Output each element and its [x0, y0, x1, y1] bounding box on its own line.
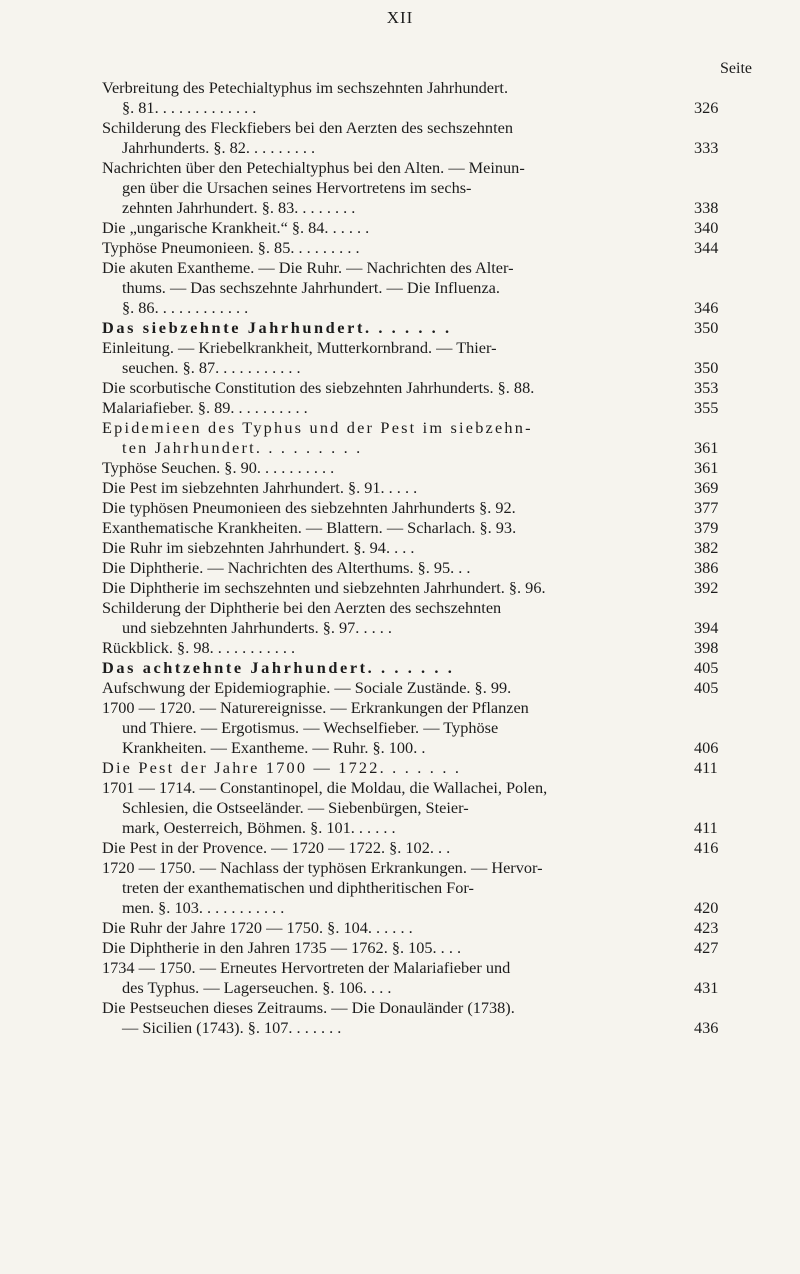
toc-entry — [102, 938, 742, 958]
toc-entry-text: und Thiere. — Ergotismus. — Wechselfieber. — Typhöse — [122, 718, 499, 737]
toc-entry-text: 1701 — 1714. — Constantinopel, die Moldau, die Wallachei, Polen, — [102, 778, 548, 797]
toc-entry — [102, 598, 742, 618]
toc-entry-page: 427 — [694, 938, 719, 957]
toc-entry — [102, 678, 742, 698]
toc-entry-page: 350 — [694, 318, 719, 337]
toc-entry-page: 392 — [694, 578, 719, 597]
toc-entry-page: 350 — [694, 358, 719, 377]
toc-entry-page: 346 — [694, 298, 719, 317]
toc-entry-page: 406 — [694, 738, 719, 757]
page-column-label: Seite — [720, 60, 752, 77]
toc-entry — [102, 758, 742, 778]
toc-entry — [102, 638, 742, 658]
toc-entry — [102, 438, 742, 458]
page-number: XII — [386, 8, 414, 27]
toc-entry — [102, 218, 742, 238]
toc-entry — [102, 338, 742, 358]
toc-entry-text: Einleitung. — Kriebelkrankheit, Mutterkornbrand. — Thier- — [102, 338, 497, 357]
toc-entry-text: men. §. 103. . . . . . . . . . . — [122, 898, 285, 917]
toc-entry — [102, 298, 742, 318]
toc-entry-page: 398 — [694, 638, 719, 657]
toc-entry-page: 361 — [694, 438, 719, 457]
toc-entry — [102, 118, 742, 138]
toc-entry-text: Die Pestseuchen dieses Zeitraums. — Die Donauländer (1738). — [102, 998, 515, 1017]
toc-entry-text: Die Pest in der Provence. — 1720 — 1722. §. 102. . . — [102, 838, 451, 857]
toc-entry-text: Die Pest der Jahre 1700 — 1722. . . . . . . — [102, 758, 462, 777]
toc-entry-text: Die Pest im siebzehnten Jahrhundert. §. 91. . . . . — [102, 478, 418, 497]
toc-entry-text: §. 86. . . . . . . . . . . . — [122, 298, 249, 317]
toc-entry-text: seuchen. §. 87. . . . . . . . . . . — [122, 358, 301, 377]
toc-entry-text: mark, Oesterreich, Böhmen. §. 101. . . . . . — [122, 818, 396, 837]
toc-entry — [102, 478, 742, 498]
table-of-contents — [102, 78, 742, 1038]
toc-entry — [102, 418, 742, 438]
toc-entry-text: Exanthematische Krankheiten. — Blattern. — Scharlach. §. 93. — [102, 518, 517, 537]
toc-entry-page: 326 — [694, 98, 719, 117]
toc-entry-text: — Sicilien (1743). §. 107. . . . . . . — [122, 1018, 342, 1037]
toc-entry-page: 405 — [694, 678, 719, 697]
toc-entry — [102, 378, 742, 398]
toc-entry — [102, 358, 742, 378]
toc-entry-text: Malariafieber. §. 89. . . . . . . . . . — [102, 398, 308, 417]
toc-entry — [102, 78, 742, 98]
toc-entry-page: 340 — [694, 218, 719, 237]
toc-entry-text: Die Diphtherie. — Nachrichten des Alterthums. §. 95. . . — [102, 558, 471, 577]
toc-entry-page: 423 — [694, 918, 719, 937]
toc-entry-text: zehnten Jahrhundert. §. 83. . . . . . . . — [122, 198, 356, 217]
toc-entry — [102, 198, 742, 218]
toc-entry — [102, 778, 742, 798]
toc-entry-text: des Typhus. — Lagerseuchen. §. 106. . . . — [122, 978, 392, 997]
toc-entry-page: 420 — [694, 898, 719, 917]
toc-entry-page: 377 — [694, 498, 719, 517]
toc-entry-text: Die Diphtherie in den Jahren 1735 — 1762. §. 105. . . . — [102, 938, 462, 957]
toc-entry-text: Die Ruhr der Jahre 1720 — 1750. §. 104. . . . . . — [102, 918, 413, 937]
toc-entry-page: 353 — [694, 378, 719, 397]
toc-entry — [102, 578, 742, 598]
toc-entry-text: Jahrhunderts. §. 82. . . . . . . . . — [122, 138, 316, 157]
toc-entry — [102, 498, 742, 518]
toc-entry-text: Rückblick. §. 98. . . . . . . . . . . — [102, 638, 296, 657]
toc-entry-page: 344 — [694, 238, 719, 257]
toc-entry-text: Krankheiten. — Exantheme. — Ruhr. §. 100. . — [122, 738, 426, 757]
toc-entry — [102, 618, 742, 638]
toc-entry — [102, 178, 742, 198]
toc-entry-text: Aufschwung der Epidemiographie. — Sociale Zustände. §. 99. — [102, 678, 512, 697]
toc-entry-page: 338 — [694, 198, 719, 217]
toc-entry-text: Schlesien, die Ostseeländer. — Siebenbürgen, Steier- — [122, 798, 469, 817]
toc-entry-page: 436 — [694, 1018, 719, 1037]
toc-entry-text: gen über die Ursachen seines Hervortretens im sechs- — [122, 178, 472, 197]
toc-entry-page: 411 — [694, 758, 718, 777]
toc-entry — [102, 458, 742, 478]
toc-entry-page: 386 — [694, 558, 719, 577]
toc-entry-page: 355 — [694, 398, 719, 417]
toc-entry — [102, 998, 742, 1018]
toc-entry-text: 1700 — 1720. — Naturereignisse. — Erkrankungen der Pflanzen — [102, 698, 529, 717]
toc-entry-text: treten der exanthematischen und diphtheritischen For- — [122, 878, 474, 897]
toc-entry-text: Die „ungarische Krankheit.“ §. 84. . . . . . — [102, 218, 370, 237]
toc-entry — [102, 798, 742, 818]
toc-entry-text: ten Jahrhundert. . . . . . . . . — [122, 438, 363, 457]
toc-entry-page: 394 — [694, 618, 719, 637]
toc-entry-text: Das siebzehnte Jahrhundert. . . . . . . — [102, 318, 452, 337]
toc-entry — [102, 98, 742, 118]
toc-entry-text: Typhöse Pneumonieen. §. 85. . . . . . . . . — [102, 238, 360, 257]
toc-entry — [102, 558, 742, 578]
toc-entry-page: 333 — [694, 138, 719, 157]
toc-entry-text: §. 81. . . . . . . . . . . . . — [122, 98, 257, 117]
toc-entry — [102, 898, 742, 918]
toc-entry-text: Schilderung des Fleckfiebers bei den Aerzten des sechszehnten — [102, 118, 513, 137]
toc-entry — [102, 398, 742, 418]
toc-entry-text: 1734 — 1750. — Erneutes Hervortreten der Malariafieber und — [102, 958, 511, 977]
toc-entry — [102, 518, 742, 538]
toc-entry-text: Die typhösen Pneumonieen des siebzehnten Jahrhunderts §. 92. — [102, 498, 516, 517]
toc-entry — [102, 318, 742, 338]
toc-entry — [102, 238, 742, 258]
toc-entry — [102, 658, 742, 678]
toc-entry-text: Nachrichten über den Petechialtyphus bei den Alten. — Meinun- — [102, 158, 525, 177]
toc-entry-text: Die Diphtherie im sechszehnten und siebzehnten Jahrhundert. §. 96. — [102, 578, 546, 597]
toc-entry-text: Epidemieen des Typhus und der Pest im siebzehn- — [102, 418, 533, 437]
toc-entry-text: 1720 — 1750. — Nachlass der typhösen Erkrankungen. — Hervor- — [102, 858, 543, 877]
toc-entry-text: und siebzehnten Jahrhunderts. §. 97. . . . . — [122, 618, 392, 637]
toc-entry-page: 382 — [694, 538, 719, 557]
toc-entry — [102, 918, 742, 938]
toc-entry-text: thums. — Das sechszehnte Jahrhundert. — Die Influenza. — [122, 278, 500, 297]
toc-entry-text: Die akuten Exantheme. — Die Ruhr. — Nachrichten des Alter- — [102, 258, 514, 277]
toc-entry-page: 379 — [694, 518, 719, 537]
toc-entry-text: Das achtzehnte Jahrhundert. . . . . . . — [102, 658, 455, 677]
toc-entry — [102, 538, 742, 558]
toc-entry — [102, 258, 742, 278]
toc-entry-text: Typhöse Seuchen. §. 90. . . . . . . . . . — [102, 458, 335, 477]
toc-entry — [102, 158, 742, 178]
toc-entry — [102, 818, 742, 838]
toc-entry-page: 416 — [694, 838, 719, 857]
toc-entry-page: 411 — [694, 818, 718, 837]
toc-entry — [102, 698, 742, 718]
toc-entry — [102, 1018, 742, 1038]
toc-entry-page: 361 — [694, 458, 719, 477]
toc-entry — [102, 738, 742, 758]
toc-entry — [102, 858, 742, 878]
toc-entry — [102, 958, 742, 978]
toc-entry-page: 369 — [694, 478, 719, 497]
toc-entry-text: Schilderung der Diphtherie bei den Aerzten des sechszehnten — [102, 598, 502, 617]
toc-entry-text: Verbreitung des Petechialtyphus im sechszehnten Jahrhundert. — [102, 78, 509, 97]
toc-entry-text: Die scorbutische Constitution des siebzehnten Jahrhunderts. §. 88. — [102, 378, 535, 397]
toc-entry — [102, 978, 742, 998]
toc-entry-page: 405 — [694, 658, 719, 677]
toc-entry — [102, 878, 742, 898]
toc-entry — [102, 838, 742, 858]
toc-entry — [102, 278, 742, 298]
toc-entry-page: 431 — [694, 978, 719, 997]
toc-entry — [102, 138, 742, 158]
toc-entry-text: Die Ruhr im siebzehnten Jahrhundert. §. 94. . . . — [102, 538, 415, 557]
toc-entry — [102, 718, 742, 738]
